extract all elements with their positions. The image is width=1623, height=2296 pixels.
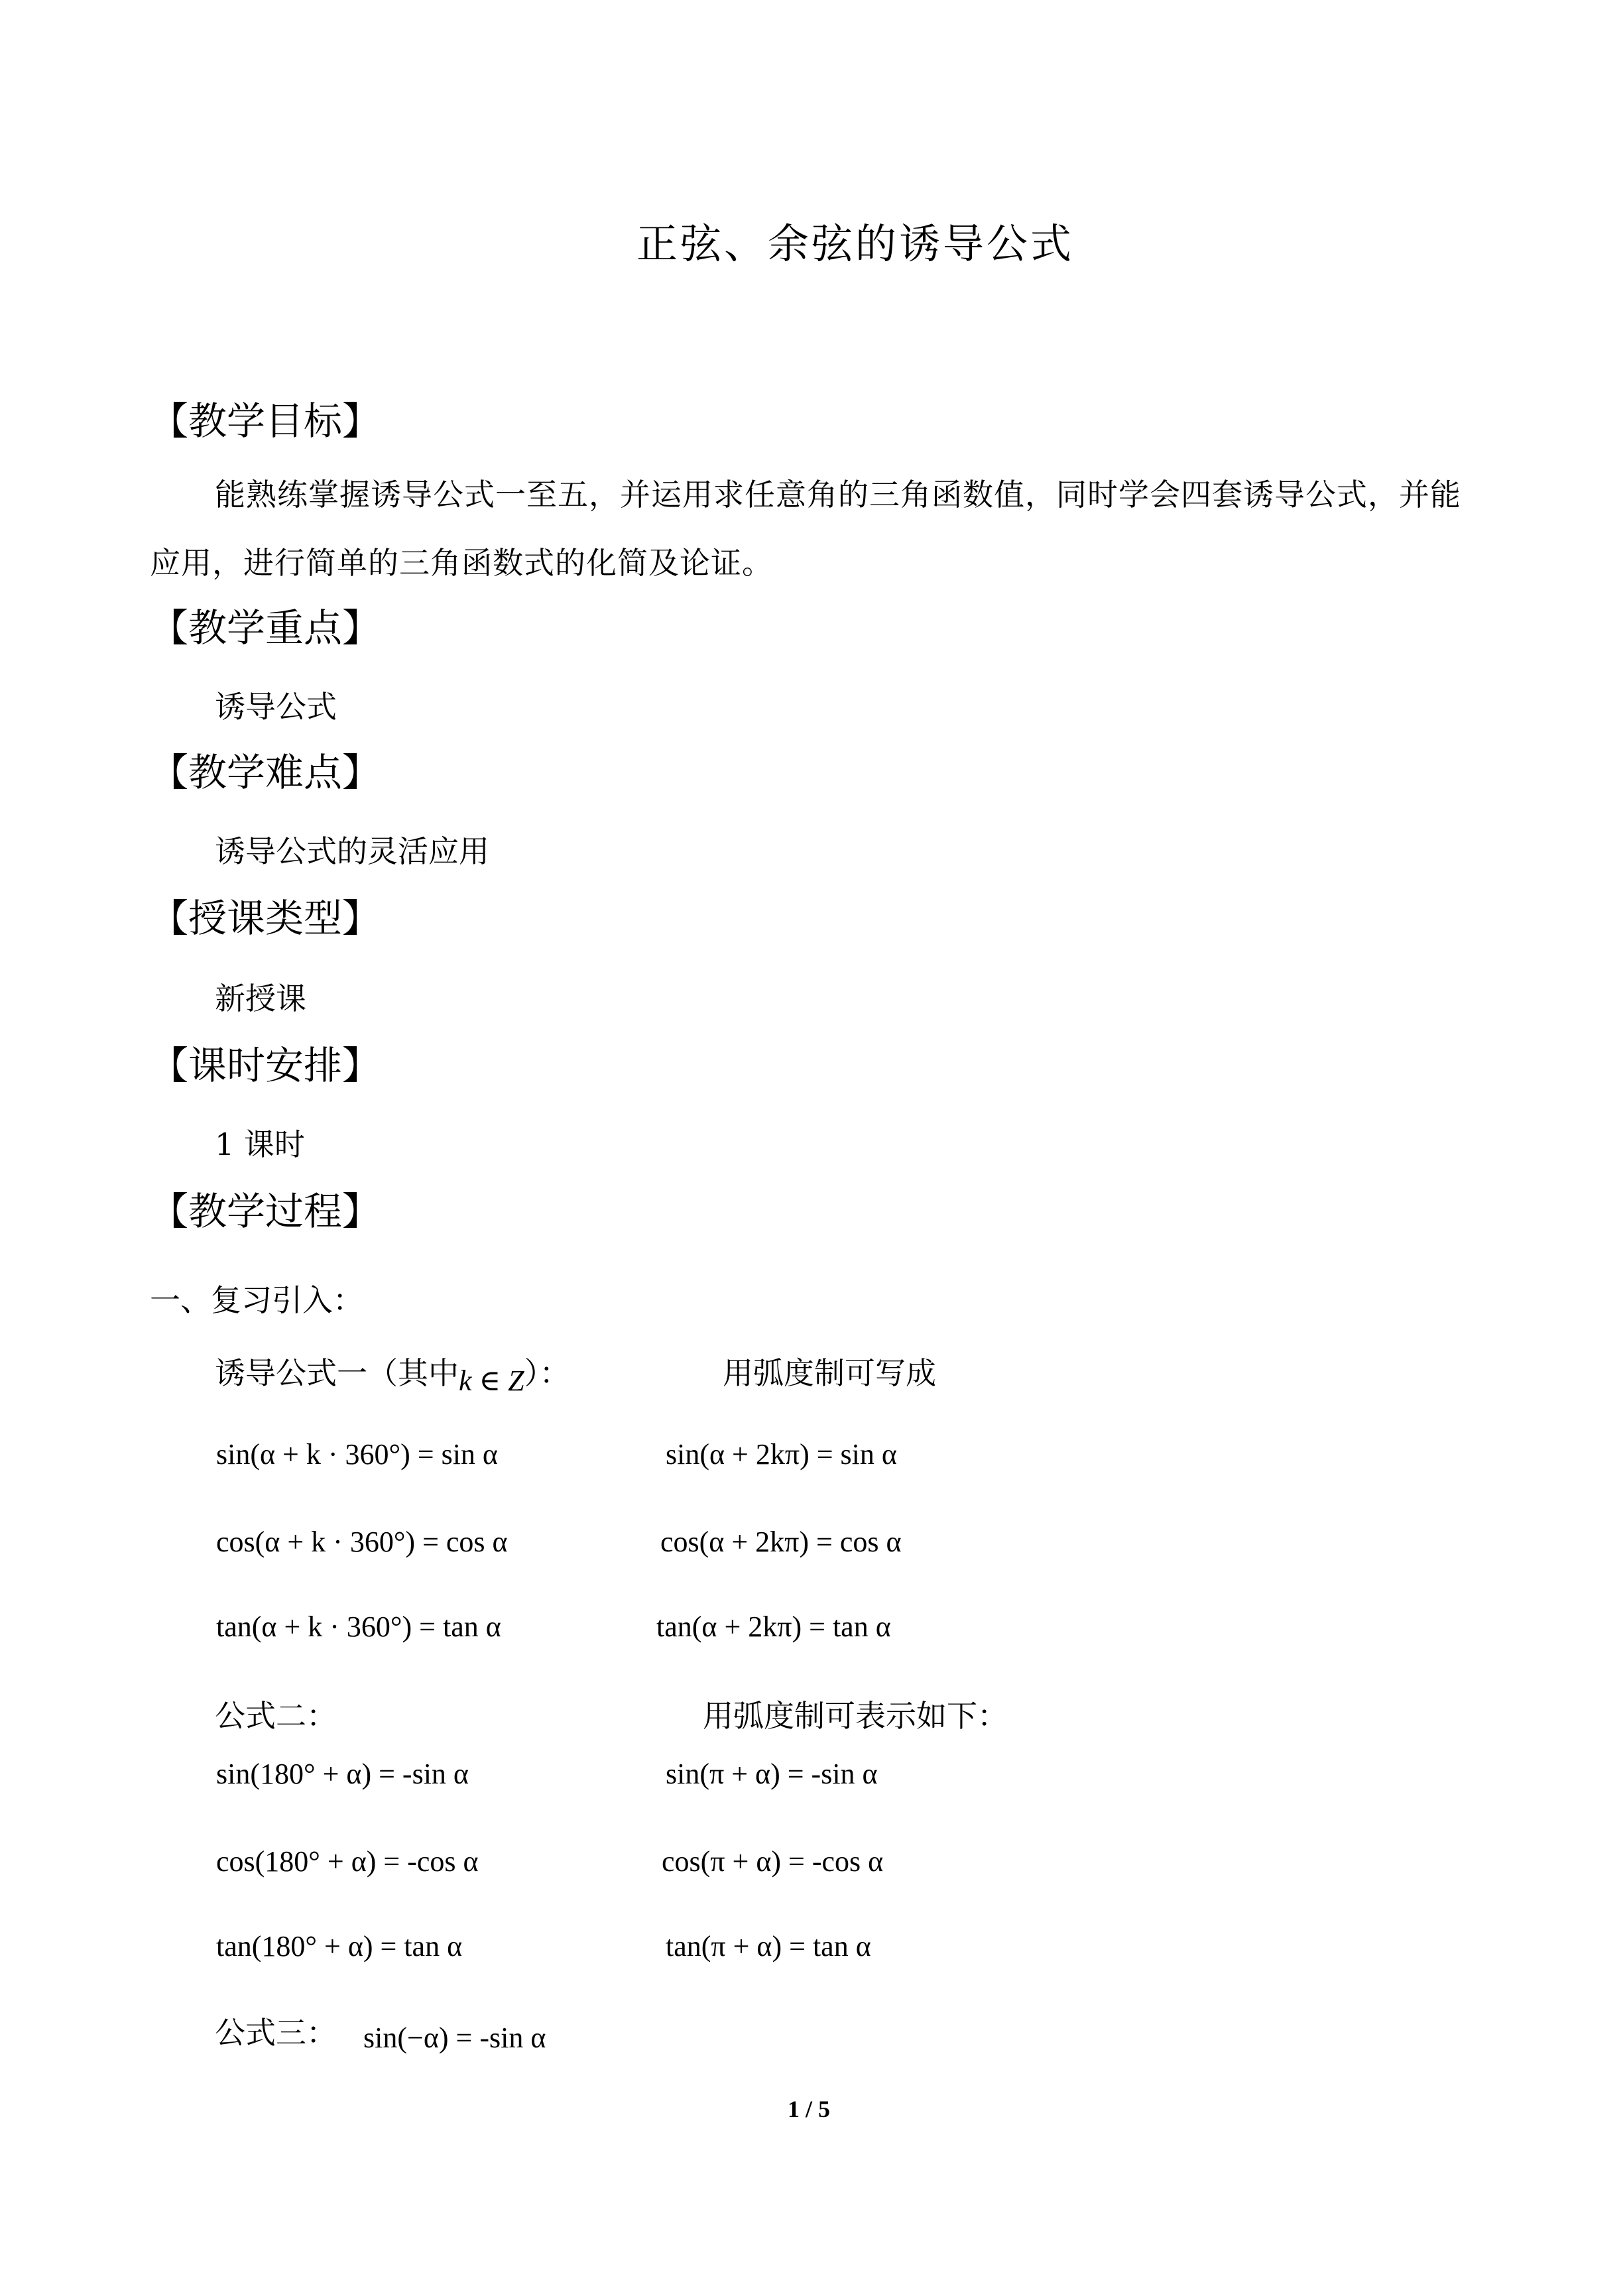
heading-lesson-type: 【授课类型】 (150, 896, 381, 941)
schedule-text: 1 课时 (215, 1126, 305, 1162)
formula2-rad-cos: cos(π + α) = -cos α (662, 1845, 884, 1878)
formula1-radian-intro: 用弧度制可写成 (723, 1355, 936, 1391)
heading-process: 【教学过程】 (150, 1189, 381, 1234)
formula1-close: ）： (524, 1355, 570, 1391)
objectives-text: 能熟练掌握诱导公式一至五，并运用求任意角的三角函数值，同时学会四套诱导公式，并能应用，进行简单的三角函数式的化简及论证。 (150, 477, 1461, 581)
key-points-text: 诱导公式 (215, 689, 337, 725)
formula2-deg-tan: tan(180° + α) = tan α (216, 1930, 463, 1963)
formula1-intro-text: 诱导公式一（其中 (215, 1355, 459, 1391)
heading-schedule: 【课时安排】 (150, 1043, 381, 1088)
difficulties-text: 诱导公式的灵活应用 (215, 833, 489, 869)
formula3-sin: sin(−α) = -sin α (363, 2022, 546, 2054)
formula2-label: 公式二： (215, 1698, 337, 1734)
heading-key-points: 【教学重点】 (150, 605, 381, 650)
formula3-label: 公式三： (215, 2015, 337, 2051)
formula1-deg-sin: sin(α + k · 360°) = sin α (216, 1438, 498, 1471)
formula1-intro (215, 1349, 570, 1397)
formula2-rad-sin: sin(π + α) = -sin α (666, 1758, 878, 1790)
formula2-rad-tan: tan(π + α) = tan α (666, 1930, 871, 1963)
formula1-deg-tan: tan(α + k · 360°) = tan α (216, 1610, 501, 1643)
page-number: 1 / 5 (788, 2096, 831, 2122)
lesson-type-text: 新授课 (215, 981, 306, 1016)
formula1-rad-sin: sin(α + 2kπ) = sin α (666, 1438, 897, 1471)
heading-objectives: 【教学目标】 (150, 398, 381, 444)
formula1-rad-cos: cos(α + 2kπ) = cos α (660, 1526, 902, 1558)
page-title: 正弦、余弦的诱导公式 (636, 219, 1075, 268)
formula1-rad-tan: tan(α + 2kπ) = tan α (656, 1610, 891, 1643)
formula2-deg-cos: cos(180° + α) = -cos α (216, 1845, 479, 1878)
formula1-condition: k ∈ Z (459, 1364, 524, 1397)
formula2-radian-intro: 用弧度制可表示如下： (703, 1698, 1008, 1734)
review-label: 一、复习引入： (150, 1282, 363, 1318)
formula1-deg-cos: cos(α + k · 360°) = cos α (216, 1526, 508, 1558)
heading-difficulties: 【教学难点】 (150, 750, 381, 795)
formula2-deg-sin: sin(180° + α) = -sin α (216, 1758, 469, 1790)
